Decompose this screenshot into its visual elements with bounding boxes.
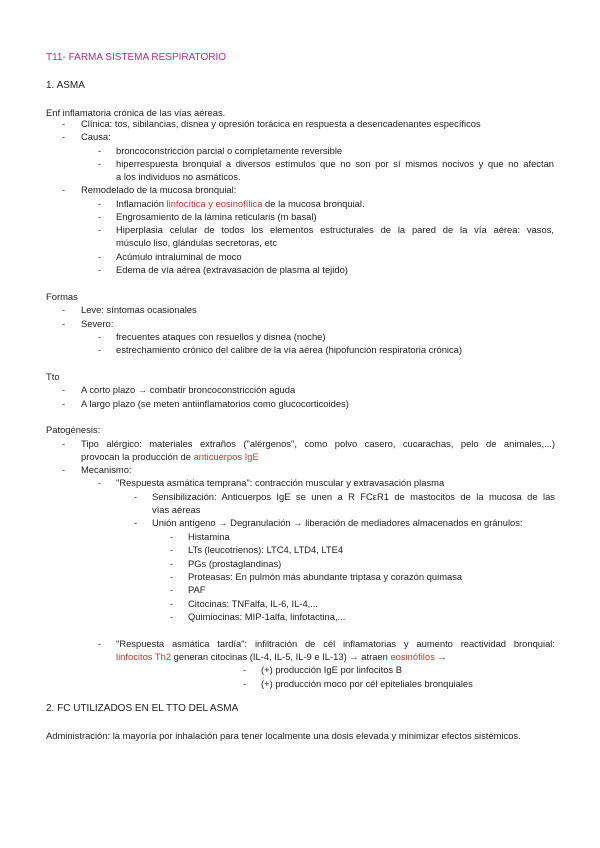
remodelado-sub-item-cont: músculo liso, glándulas secretoras, etc [116, 237, 278, 248]
bullet-dash: - [62, 118, 66, 129]
mediator-item: Quimiocinas: MIP-1alfa, linfotactina,... [188, 611, 346, 622]
highlight-text: linfocitos Th2 [116, 651, 172, 662]
severo-sub-item: estrechamiento crónico del calibre de la vía aérea (hipofunción respiratoria crónica) [116, 344, 463, 355]
highlight-text: eosinófilos [390, 651, 435, 662]
bullet-dash: - [170, 571, 174, 582]
bullet-dash: - [62, 464, 66, 475]
causa-sub-item: broncoconstricción parcial o completamente reversible [116, 145, 343, 156]
respuesta-tardia-item-cont [116, 651, 447, 663]
bullet-dash: - [243, 664, 247, 675]
forma-item: Leve: síntomas ocasionales [81, 304, 197, 315]
mediator-item: Proteasas: En pulmón más abundante triptasa y corazón quimasa [188, 571, 463, 582]
remodelado-sub-item: Hiperplasia celular de todos los elementos estructurales de la pared de la vía aérea: vasos, [116, 224, 554, 235]
union-antigeno-item: Unión antígeno → Degranulación → liberación de mediadores almacenados en gránulos: [152, 517, 523, 528]
text-run: → [434, 651, 447, 662]
bullet-dash: - [62, 384, 66, 395]
respuesta-temprana-item: "Respuesta asmática temprana": contracción muscular y extravasación plasma [116, 477, 445, 488]
bullet-dash: - [98, 331, 102, 342]
bullet-dash: - [62, 304, 66, 315]
bullet-dash: - [98, 251, 102, 262]
remodelado-sub-item: Acúmulo intraluminal de moco [116, 251, 242, 262]
text-run: de la mucosa bronquial. [262, 198, 365, 209]
definition-line: Enf inflamatoria crónica de las vías aéreas. [46, 107, 226, 118]
mediator-item: PGs (prostaglandinas) [188, 558, 282, 569]
causa-sub-item: hiperrespuesta bronquial a diversos estímulos que no son por sí mismos nocivos y que no afectan [116, 158, 554, 169]
bullet-dash: - [170, 531, 174, 542]
text-run: generan citocinas (IL-4, IL-5, IL-9 e IL-13) → atraen [171, 651, 391, 662]
mediator-item: LTs (leucotrienos): LTC4, LTD4, LTE4 [188, 544, 344, 555]
bullet-dash: - [243, 678, 247, 689]
bullet-dash: - [134, 517, 138, 528]
bullet-dash: - [170, 544, 174, 555]
section-heading-fc: 2. FC UTILIZADOS EN EL TTO DEL ASMA [46, 703, 239, 714]
tto-item: A corto plazo → combatir broncoconstricción aguda [81, 384, 296, 395]
bullet-dash: - [98, 224, 102, 235]
text-run: Inflamación [116, 198, 167, 209]
bullet-dash: - [98, 211, 102, 222]
bullet-dash: - [98, 264, 102, 275]
bullet-dash: - [98, 344, 102, 355]
formas-heading: Formas [46, 291, 78, 302]
forma-item: Severo: [81, 318, 114, 329]
bullet-dash: - [62, 131, 66, 142]
highlight-text: anticuerpos IgE [193, 451, 259, 462]
bullet-dash: - [134, 491, 138, 502]
sensibilizacion-item-cont: vías aéreas [152, 504, 201, 515]
mediator-item: PAF [188, 584, 206, 595]
tardia-sub-item: (+) producción moco por cél epiteliales bronquiales [261, 678, 473, 689]
tipo-alergico-item: Tipo alérgico: materiales extraños ("alérgenos", como polvo casero, cucarachas, pelo de animales,...) [81, 438, 555, 449]
remodelado-item: Remodelado de la mucosa bronquial: [81, 184, 237, 195]
section-heading-asma: 1. ASMA [46, 80, 85, 91]
bullet-dash: - [98, 145, 102, 156]
bullet-dash: - [62, 318, 66, 329]
bullet-dash: - [98, 638, 102, 649]
highlight-text: linfocítica y eosinofílica [166, 198, 263, 209]
text-run: provocan la producción de [81, 451, 194, 462]
bullet-dash: - [98, 198, 102, 209]
clinica-item: Clínica: tos, sibilancias, disnea y opresión torácica en respuesta a desencadenantes específicos [81, 118, 481, 129]
remodelado-sub-item [116, 198, 365, 210]
bullet-dash: - [98, 158, 102, 169]
causa-item: Causa: [81, 131, 111, 142]
bullet-dash: - [170, 611, 174, 622]
document-title: T11- FARMA SISTEMA RESPIRATORIO [46, 52, 227, 63]
remodelado-sub-item: Edema de vía aérea (extravasación de plasma al tejido) [116, 264, 348, 275]
severo-sub-item: frecuentes ataques con resuellos y disnea (noche) [116, 331, 326, 342]
remodelado-sub-item: Engrosamiento de la lámina reticularis (m basal) [116, 211, 317, 222]
sensibilizacion-item: Sensibilización: Anticuerpos IgE se unen a R FCεR1 de mastocitos de la mucosa de las [152, 491, 555, 502]
tto-item: A largo plazo (se meten antiinflamatorios como glucocorticoides) [81, 398, 349, 409]
causa-sub-item-cont: a los individuos no asmáticos. [116, 171, 241, 182]
patogenesis-heading: Patogénesis: [46, 424, 101, 435]
bullet-dash: - [170, 584, 174, 595]
respuesta-tardia-item: "Respuesta asmática tardía": infiltración de cél inflamatorias y aumento reactividad bronquial: [116, 638, 555, 649]
tipo-alergico-item-cont [81, 451, 259, 463]
bullet-dash: - [170, 598, 174, 609]
mediator-item: Citocinas: TNFalfa, IL-6, IL-4,... [188, 598, 319, 609]
bullet-dash: - [62, 184, 66, 195]
administracion-line: Administración: la mayoría por inhalación para tener localmente una dosis elevada y minimizar efectos sistémicos. [46, 730, 521, 741]
mecanismo-item: Mecanismo: [81, 464, 132, 475]
tardia-sub-item: (+) producción IgE por linfocitos B [261, 664, 402, 675]
bullet-dash: - [98, 477, 102, 488]
bullet-dash: - [62, 398, 66, 409]
tto-heading: Tto [46, 371, 60, 382]
bullet-dash: - [62, 438, 66, 449]
mediator-item: Histamina [188, 531, 230, 542]
bullet-dash: - [170, 558, 174, 569]
